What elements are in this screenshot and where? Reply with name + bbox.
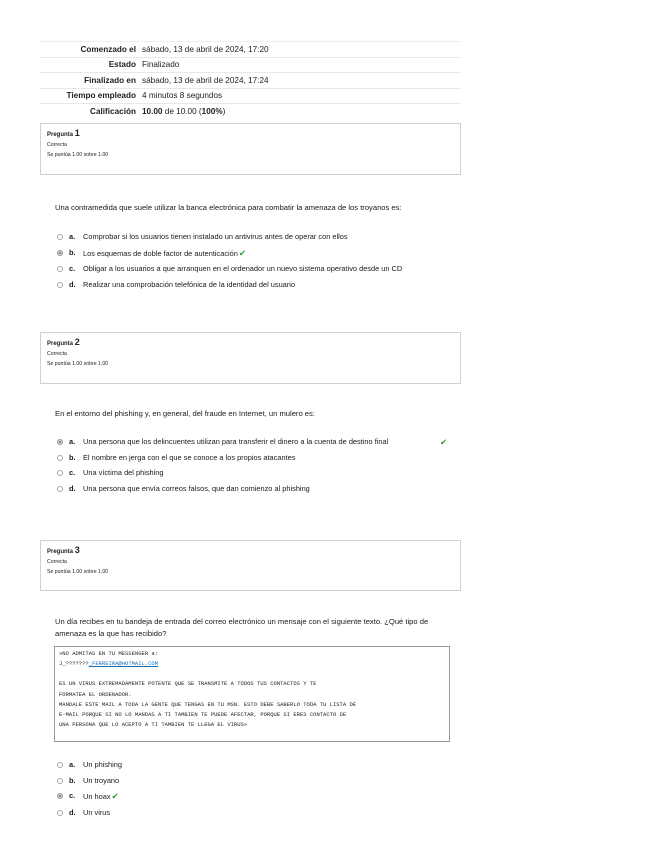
mail-line: ES UN VIRUS EXTREMADAMENTE POTENTE QUE SE TRANSMITE A TODOS TUS CONTACTOS Y TE [59,680,317,688]
option-letter: a. [69,437,76,446]
question-3-info [40,540,461,591]
option-text [83,790,457,803]
option-text: Un phishing [83,760,123,769]
question-1-text: Una contramedida que suele utilizar la banca electrónica para combatir la amenaza de los troyanos es: [55,203,402,212]
grade-score: 10.00 [142,106,163,116]
summary-label: Finalizado en [40,73,142,89]
option-letter: a. [69,232,76,241]
option-letter: d. [69,807,76,817]
question-status: Correcta [47,351,67,357]
answer-option[interactable] [57,452,457,464]
mail-line: »NO ADMITAS EN TU MESSENGER a: [59,650,159,657]
question-3-text: Un día recibes en tu bandeja de entrada del correo electrónico un mensaje con el siguiente texto. ¿Qué tipo de amenaza es la que has recibido? [55,617,429,638]
radio-button-checked[interactable] [57,793,63,799]
answer-option[interactable] [57,263,457,275]
summary-row-started [40,42,461,58]
question-prefix: Pregunta [47,341,74,347]
answer-option[interactable] [57,231,457,243]
mail-line [59,659,445,669]
summary-value: 4 minutos 8 segundos [142,88,461,104]
option-text: Una persona que envía correos falsos, que dan comienzo al phishing [83,483,310,493]
summary-value: sábado, 13 de abril de 2024, 17:24 [142,73,461,89]
email-message-box [54,646,450,742]
radio-button[interactable] [57,486,63,492]
option-letter: b. [69,775,76,785]
option-letter: c. [69,264,76,273]
answer-option[interactable] [57,775,457,787]
answer-option-selected[interactable] [57,247,457,260]
correct-check-icon: ✔ [111,791,119,801]
question-number-value: 2 [74,337,80,347]
option-letter: d. [69,279,76,289]
radio-button[interactable] [57,778,63,784]
summary-label: Tiempo empleado [40,88,142,104]
question-2-info [40,332,461,384]
option-text: Obligar a los usuarios a que arranquen en el ordenador un nuevo sistema operativo desde un CD [83,264,403,273]
question-number [47,545,454,557]
option-letter: a. [69,760,76,769]
correct-check-icon: ✔ [238,247,247,258]
answer-option-selected[interactable] [57,790,457,803]
question-score: Se puntúa 1.00 sobre 1.00 [47,361,109,367]
summary-row-grade [40,104,461,119]
question-score: Se puntúa 1.00 sobre 1.00 [47,152,109,158]
option-text: Un virus [83,807,111,817]
grade-percent: 100% [201,106,223,116]
option-letter: d. [69,483,76,493]
answer-option[interactable] [57,279,457,291]
attempt-summary-table [40,41,461,119]
question-number-value: 1 [74,128,80,138]
answer-option[interactable] [57,467,457,479]
option-text [83,247,457,260]
mail-blank-line [59,669,445,679]
option-text: Una persona que los delincuentes utilizan para transferir el dinero a la cuenta de destino final [83,437,389,446]
option-text: Una víctima del phishing [83,468,164,477]
summary-row-time-taken [40,88,461,104]
option-text: Un troyano [83,775,120,785]
question-1-answers [57,231,457,294]
option-letter: b. [69,247,76,257]
question-3-answers [57,759,457,822]
question-status: Correcta [47,142,67,148]
summary-label: Comenzado el [40,42,142,58]
option-letter: c. [69,791,76,800]
summary-value: sábado, 13 de abril de 2024, 17:20 [142,42,461,58]
question-status: Correcta [47,559,67,565]
answer-option[interactable] [57,759,457,771]
grade-close: ) [222,106,226,116]
option-text-value: Un hoax [83,792,111,801]
radio-button[interactable] [57,762,63,768]
radio-button[interactable] [57,266,63,272]
summary-label: Calificación [40,104,142,119]
radio-button-checked[interactable] [57,250,63,256]
question-number [47,337,454,349]
summary-row-state [40,57,461,73]
radio-button[interactable] [57,810,63,816]
summary-value: Finalizado [142,57,461,73]
option-letter: b. [69,452,76,462]
summary-label: Estado [40,57,142,73]
summary-value [142,104,461,119]
mail-line: FORMATEA EL ORDENADOR. [59,690,132,698]
question-score: Se puntúa 1.00 sobre 1.00 [47,569,109,575]
option-text: Realizar una comprobación telefónica de la identidad del usuario [83,279,296,289]
option-text-value: Los esquemas de doble factor de autenticación [83,248,238,258]
radio-button[interactable] [57,282,63,288]
mail-address-prefix: J_??????? [59,660,89,668]
question-number [47,128,454,140]
answer-option[interactable] [57,483,457,495]
question-2-answers [57,436,457,498]
question-1-info [40,123,461,175]
radio-button-checked[interactable] [57,439,63,445]
question-prefix: Pregunta [47,132,74,138]
question-number-value: 3 [74,545,80,555]
radio-button[interactable] [57,455,63,461]
email-link[interactable]: _FERREIRA@HOTMAIL.COM [88,660,159,668]
mail-line: E-MAIL PORQUE SI NO LO MANDAS A TI TAMBIEN TE PUEDE AFECTAR, PORQUE SI ERES CONTACTO DE [59,711,347,719]
option-text: Comprobar si los usuarios tienen instalado un antivirus antes de operar con ellos [83,232,348,241]
mail-line: UNA PERSONA QUE LO ACEPTO A TI TAMBIEN TE LLEGA EL VIRUS» [59,721,248,729]
radio-button[interactable] [57,470,63,476]
question-prefix: Pregunta [47,549,74,555]
grade-max: de 10.00 ( [162,106,202,116]
question-2-text: En el entorno del phishing y, en general, del fraude en Internet, un mulero es: [55,409,315,418]
option-text: El nombre en jerga con el que se conoce a los propios atacantes [83,452,296,462]
answer-option[interactable] [57,807,457,819]
answer-option-selected[interactable] [57,436,457,448]
mail-line: MANDALE ESTE MAIL A TODA LA GENTE QUE TENGAS EN TU MSN. ESTO DEBE SABERLO TODA TU LISTA DE [59,700,357,708]
option-letter: c. [69,468,76,477]
correct-check-icon: ✔ [440,437,448,447]
radio-button[interactable] [57,234,63,240]
summary-row-finished [40,73,461,89]
